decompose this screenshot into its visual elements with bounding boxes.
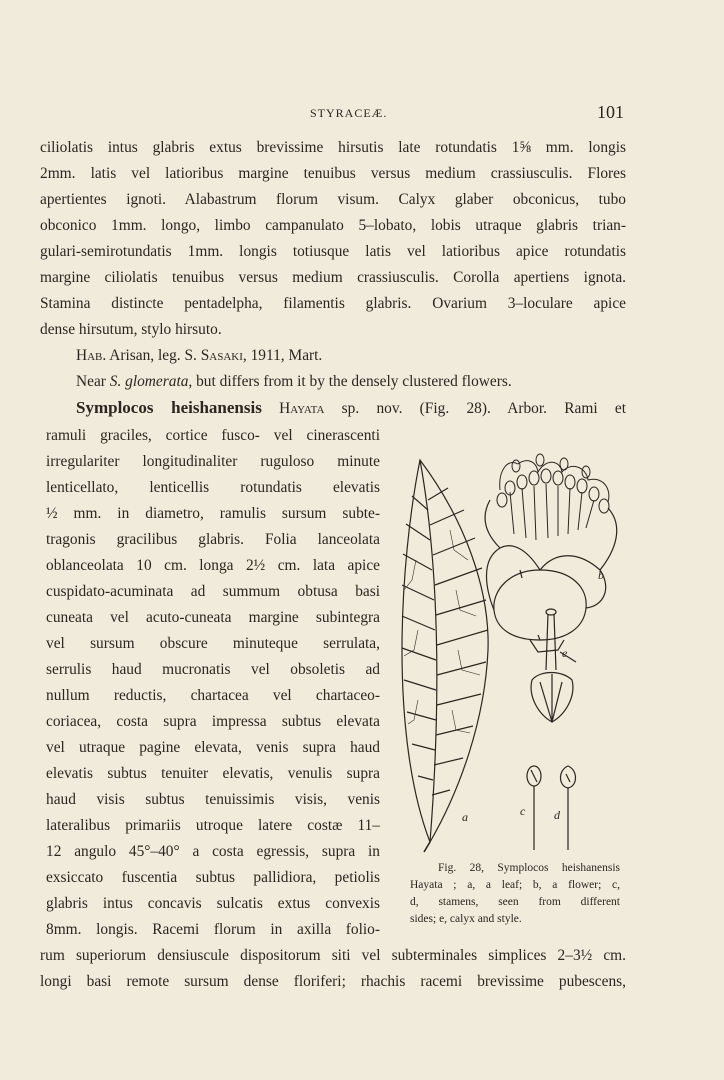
note-pre: Near [76,373,110,390]
figure-label-a: a [462,810,468,824]
page-header [0,102,724,126]
text-line: gulari-semirotundatis 1mm. longis totiusque latis vel latioribus apice rotundatis [40,243,626,260]
caption-line: sides; e, calyx and style. [410,913,522,925]
text-line: 8mm. longis. Racemi florum in axilla folio- [46,921,380,938]
text-line: cuneata vel acuto-cuneata margine subintegra [46,609,380,626]
species-heading-rest: sp. nov. (Fig. 28). Arbor. Rami et [324,400,626,417]
leaf-drawing [402,460,488,852]
species-author: Hayata [279,400,325,417]
species-heading [76,398,626,419]
text-line: ciliolatis intus glabris extus brevissime hirsutis late rotundatis 1⅝ mm. longis [40,139,626,156]
caption-line: Fig. 28, Symplocos heishanensis [438,862,620,874]
text-line: Stamina distincte pentadelpha, filamentis glabris. Ovarium 3–loculare apice [40,295,626,312]
text-line: obconico 1mm. longo, limbo campanulato 5–lobato, lobis utraque glabris trian- [40,217,626,234]
habitat-line [76,346,322,366]
species-name: Symplocos heishanensis [76,398,262,417]
text-line: tragonis gracilibus glabris. Folia lanceolata [46,531,380,548]
text-line: serrulis haud mucronatis vel obsoletis ad [46,661,380,678]
caption-line: d, stamens, seen from different [410,896,620,908]
text-line: glabris intus concavis sulcatis extus convexis [46,895,380,912]
text-line: irregulariter longitudinaliter ruguloso minute [46,453,380,470]
text-line: elevatis subtus tenuiter elevatis, venulis supra [46,765,380,782]
habitat-date: , 1911, Mart. [242,347,323,364]
note-line [76,372,512,392]
flower-drawing [485,454,617,662]
text-line: exsiccato fuscentia subtus pallidiora, petiolis [46,869,380,886]
text-line: 2mm. latis vel latioribus margine tenuibus versus medium crassiusculis. Flores [40,165,626,182]
figure-label-e: e [562,646,568,660]
text-line: vel utraque pagine elevata, venis supra haud [46,739,380,756]
text-line: lateralibus primariis utroque latere costæ 11– [46,817,380,834]
figure-label-c: c [520,804,526,818]
text-line: margine ciliolatis tenuibus versus medium crassiusculis. Corolla apertiens ignota. [40,269,626,286]
text-line: ½ mm. in diametro, ramulis sursum subte- [46,505,380,522]
text-line: vel sursum obscure minuteque serrulata, [46,635,380,652]
figure-label-b: b [598,568,604,582]
stamens-drawing [527,766,576,850]
text-line: haud visis subtus tenuissimis visis, venis [46,791,380,808]
figure-caption [410,860,620,928]
text-line: cuspidato-acuminata ad summum obtusa basi [46,583,380,600]
text-line: rum superiorum densiuscule dispositorum siti vel subterminales simplices 2–3½ cm. [40,947,626,964]
botanical-illustration [390,430,640,870]
figure-28 [390,430,640,870]
running-head: STYRACEÆ. [310,106,388,120]
text-line: dense hirsutum, stylo hirsuto. [40,321,222,338]
text-line: 12 angulo 45°–40° a costa egressis, supra in [46,843,380,860]
note-species: S. glomerata, [109,373,193,390]
text-line: oblanceolata 10 cm. longa 2½ cm. lata apice [46,557,380,574]
page-number: 101 [597,102,624,122]
calyx-style-drawing [531,609,573,722]
text-line: apertientes ignoti. Alabastrum florum visum. Calyx glaber obconicus, tubo [40,191,626,208]
habitat-collector: Sasaki [200,347,243,364]
habitat-text: Arisan, leg. S. [106,347,201,364]
habitat-label: Hab. [76,347,107,364]
text-line: lenticellato, lenticellis rotundatis elevatis [46,479,380,496]
note-post: but differs from it by the densely clustered flowers. [192,373,512,390]
figure-label-d: d [554,808,560,822]
text-line: ramuli graciles, cortice fusco- vel cinerascenti [46,427,380,444]
text-line: nullum reductis, chartacea vel chartaceo- [46,687,380,704]
text-line: longi basi remote sursum dense floriferi; rhachis racemi brevissime pubescens, [40,973,626,990]
caption-line: Hayata ; a, a leaf; b, a flower; c, [410,879,620,891]
text-line: coriacea, costa supra impressa subtus elevata [46,713,380,730]
